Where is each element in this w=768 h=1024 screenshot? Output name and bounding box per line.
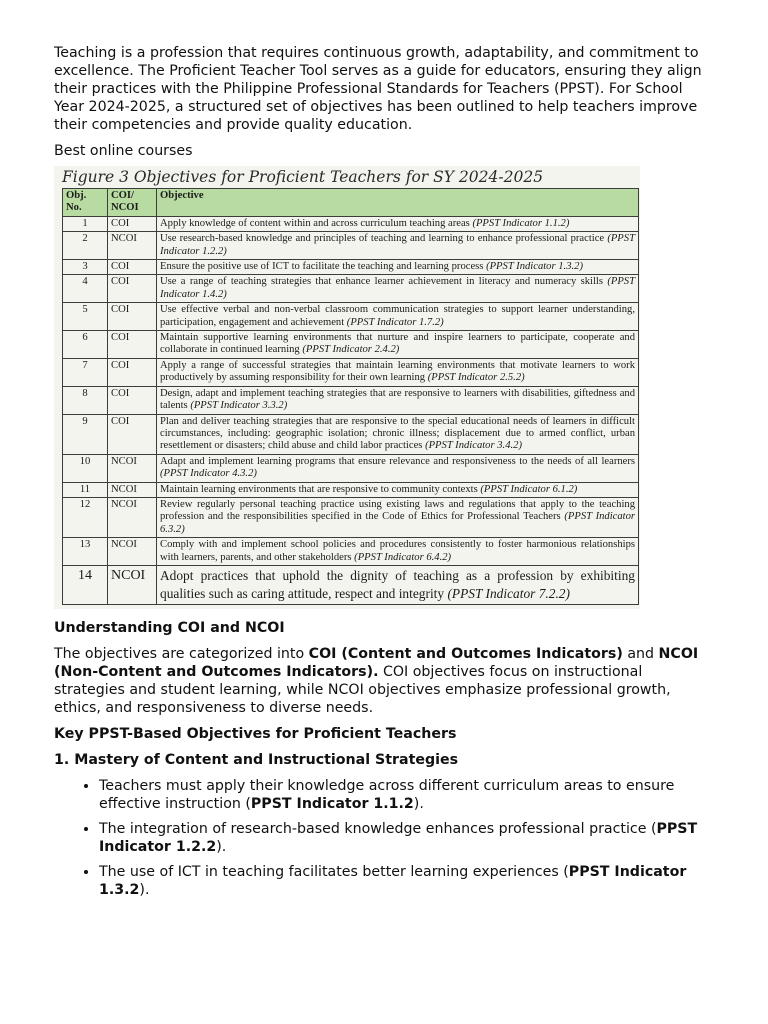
objective-cell (157, 260, 639, 275)
category-cell: COI (108, 331, 157, 359)
objective-text: Apply knowledge of content within and across curriculum teaching areas (160, 217, 470, 229)
bullet-text: The use of ICT in teaching facilitates better learning experiences ( (99, 863, 569, 880)
category-cell: NCOI (108, 232, 157, 260)
ppst-indicator: (PPST Indicator 6.1.2) (480, 483, 578, 495)
objective-cell (157, 565, 639, 604)
objective-text: Apply a range of successful strategies that maintain learning environments that motivate learners to work productively by assuming responsibility for their own learning (160, 359, 635, 384)
objective-text: Use effective verbal and non-verbal classroom communication strategies to support learner understanding, participation, engagement and achievement (160, 304, 635, 328)
table-row (63, 358, 639, 386)
bullet-indicator: PPST Indicator 1.3.2 (99, 863, 687, 898)
ppst-indicator: (PPST Indicator 6.4.2) (354, 551, 452, 563)
ppst-indicator: (PPST Indicator 2.5.2) (427, 372, 525, 384)
table-row (63, 303, 639, 331)
category-cell: COI (108, 260, 157, 275)
objective-cell (157, 331, 639, 359)
objective-cell (157, 232, 639, 260)
bullet-text: The integration of research-based knowledge enhances professional practice ( (99, 820, 657, 837)
objectives-table (62, 188, 639, 605)
list-item (99, 863, 714, 899)
mastery-subheading: 1. Mastery of Content and Instructional Strategies (54, 751, 459, 768)
coi-ncoi-heading: Understanding COI and NCOI (54, 619, 285, 636)
objective-text: Use a range of teaching strategies that enhance learner achievement in literacy and numeracy skills (160, 276, 603, 288)
category-cell: COI (108, 216, 157, 231)
obj-number-cell: 7 (63, 358, 108, 386)
table-row (63, 454, 639, 482)
list-item (99, 777, 714, 813)
obj-number-cell: 8 (63, 386, 108, 414)
category-cell: NCOI (108, 454, 157, 482)
ppst-indicator: (PPST Indicator 3.3.2) (190, 400, 288, 412)
objective-text: Design, adapt and implement teaching strategies that are responsive to learners with disabilities, giftedness and talents (160, 387, 635, 412)
table-row (63, 482, 639, 497)
ppst-indicator: (PPST Indicator 3.4.2) (425, 440, 522, 452)
objective-cell (157, 386, 639, 414)
objective-cell (157, 538, 639, 566)
table-row (63, 216, 639, 231)
ppst-indicator: (PPST Indicator 1.3.2) (486, 261, 583, 273)
table-row (63, 538, 639, 566)
ppst-indicator: (PPST Indicator 4.3.2) (160, 468, 257, 480)
table-row (63, 275, 639, 303)
mastery-bullet-list (54, 777, 714, 899)
obj-number-cell: 2 (63, 232, 108, 260)
objective-cell (157, 497, 639, 537)
p-and: and (622, 645, 659, 662)
ppst-indicator: (PPST Indicator 1.1.2) (472, 217, 570, 229)
objectives-figure (54, 166, 640, 609)
bullet-close: ). (216, 838, 227, 855)
obj-number-cell: 1 (63, 216, 108, 231)
objective-cell (157, 303, 639, 331)
ppst-indicator: (PPST Indicator 7.2.2) (447, 585, 570, 601)
objective-text: Plan and deliver teaching strategies that are responsive to the special educational needs of learners in difficult circumstances, including: geographic isolation; chronic illness; displacement due to armed conflict, urban resettlement or disasters; child abuse and child labor practices (160, 415, 635, 452)
bullet-indicator: PPST Indicator 1.1.2 (250, 795, 414, 812)
obj-number-cell: 12 (63, 497, 108, 537)
intro-paragraph: Teaching is a profession that requires continuous growth, adaptability, and commitment to excellence. The Proficient Teacher Tool serves as a guide for educators, ensuring they align their practices with the Philippine Professional Standards for Teachers (PPST). For School Year 2024-2025, a structured set of objectives has been outlined to help teachers improve their competencies and provide quality education. (54, 45, 702, 133)
list-item (99, 820, 714, 856)
header-obj-no: Obj. No. (63, 189, 108, 217)
obj-number-cell: 9 (63, 414, 108, 454)
obj-number-cell: 5 (63, 303, 108, 331)
key-objectives-heading: Key PPST-Based Objectives for Proficient Teachers (54, 725, 457, 742)
objective-text: Maintain supportive learning environments that nurture and inspire learners to participate, cooperate and collaborate in continued learning (160, 332, 635, 356)
ppst-indicator: (PPST Indicator 1.4.2) (160, 276, 635, 300)
category-cell: COI (108, 275, 157, 303)
table-header-row (63, 189, 639, 217)
bullet-close: ). (413, 795, 424, 812)
coi-ncoi-paragraph (54, 645, 714, 717)
ppst-indicator: (PPST Indicator 6.3.2) (160, 511, 636, 535)
category-cell: COI (108, 303, 157, 331)
p-start: The objectives are categorized into (54, 645, 309, 662)
bullet-text: Teachers must apply their knowledge across different curriculum areas to ensure effective instruction ( (99, 777, 675, 812)
category-cell: NCOI (108, 482, 157, 497)
bullet-close: ). (139, 881, 150, 898)
objective-text: Ensure the positive use of ICT to facilitate the teaching and learning process (160, 261, 484, 273)
table-row (63, 232, 639, 260)
header-objective: Objective (157, 189, 639, 217)
obj-number-cell: 6 (63, 331, 108, 359)
ppst-indicator: (PPST Indicator 1.7.2) (346, 316, 444, 328)
objective-text: Adopt practices that uphold the dignity of teaching as a profession by exhibiting qualities such as caring attitude, respect and integrity (160, 567, 635, 601)
obj-number-cell: 14 (63, 565, 108, 604)
category-cell: NCOI (108, 538, 157, 566)
ppst-indicator: (PPST Indicator 2.4.2) (302, 344, 400, 356)
obj-number-cell: 13 (63, 538, 108, 566)
table-row (63, 260, 639, 275)
objectives-table-body (63, 216, 639, 604)
best-online-courses-text: Best online courses (54, 143, 193, 159)
objective-cell (157, 216, 639, 231)
table-row (63, 386, 639, 414)
coi-definition: COI (Content and Outcomes Indicators) (308, 645, 623, 662)
category-cell: NCOI (108, 497, 157, 537)
obj-number-cell: 4 (63, 275, 108, 303)
objective-cell (157, 454, 639, 482)
category-cell: NCOI (108, 565, 157, 604)
objective-text: Use research-based knowledge and principles of teaching and learning to enhance professional practice (160, 233, 605, 245)
obj-number-cell: 10 (63, 454, 108, 482)
objective-cell (157, 482, 639, 497)
objective-text: Maintain learning environments that are responsive to community contexts (160, 483, 478, 495)
table-row (63, 414, 639, 454)
ppst-indicator: (PPST Indicator 1.2.2) (160, 233, 635, 257)
objective-text: Comply with and implement school policies and procedures consistently to foster harmonious relationships with learners, parents, and other stakeholders (160, 539, 635, 563)
obj-number-cell: 3 (63, 260, 108, 275)
category-cell: COI (108, 414, 157, 454)
objective-cell (157, 414, 639, 454)
ncoi-definition: NCOI (Non-Content and Outcomes Indicators). (54, 645, 699, 680)
header-coi-ncoi: COI/ NCOI (108, 189, 157, 217)
objective-cell (157, 275, 639, 303)
p-end: COI objectives focus on instructional strategies and student learning, while NCOI objectives emphasize professional growth, ethics, and responsiveness to diverse needs. (54, 663, 671, 716)
objective-cell (157, 358, 639, 386)
table-row (63, 565, 639, 604)
figure-title: Figure 3 Objectives for Proficient Teachers for SY 2024-2025 (62, 168, 544, 186)
obj-number-cell: 11 (63, 482, 108, 497)
objective-text: Adapt and implement learning programs that ensure relevance and responsiveness to the needs of all learners (160, 455, 635, 467)
category-cell: COI (108, 358, 157, 386)
objective-text: Review regularly personal teaching practice using existing laws and regulations that apply to the teaching profession and the responsibilities specified in the Code of Ethics for Professional Teachers (160, 498, 635, 523)
table-row (63, 331, 639, 359)
table-row (63, 497, 639, 537)
bullet-indicator: PPST Indicator 1.2.2 (99, 820, 698, 855)
category-cell: COI (108, 386, 157, 414)
